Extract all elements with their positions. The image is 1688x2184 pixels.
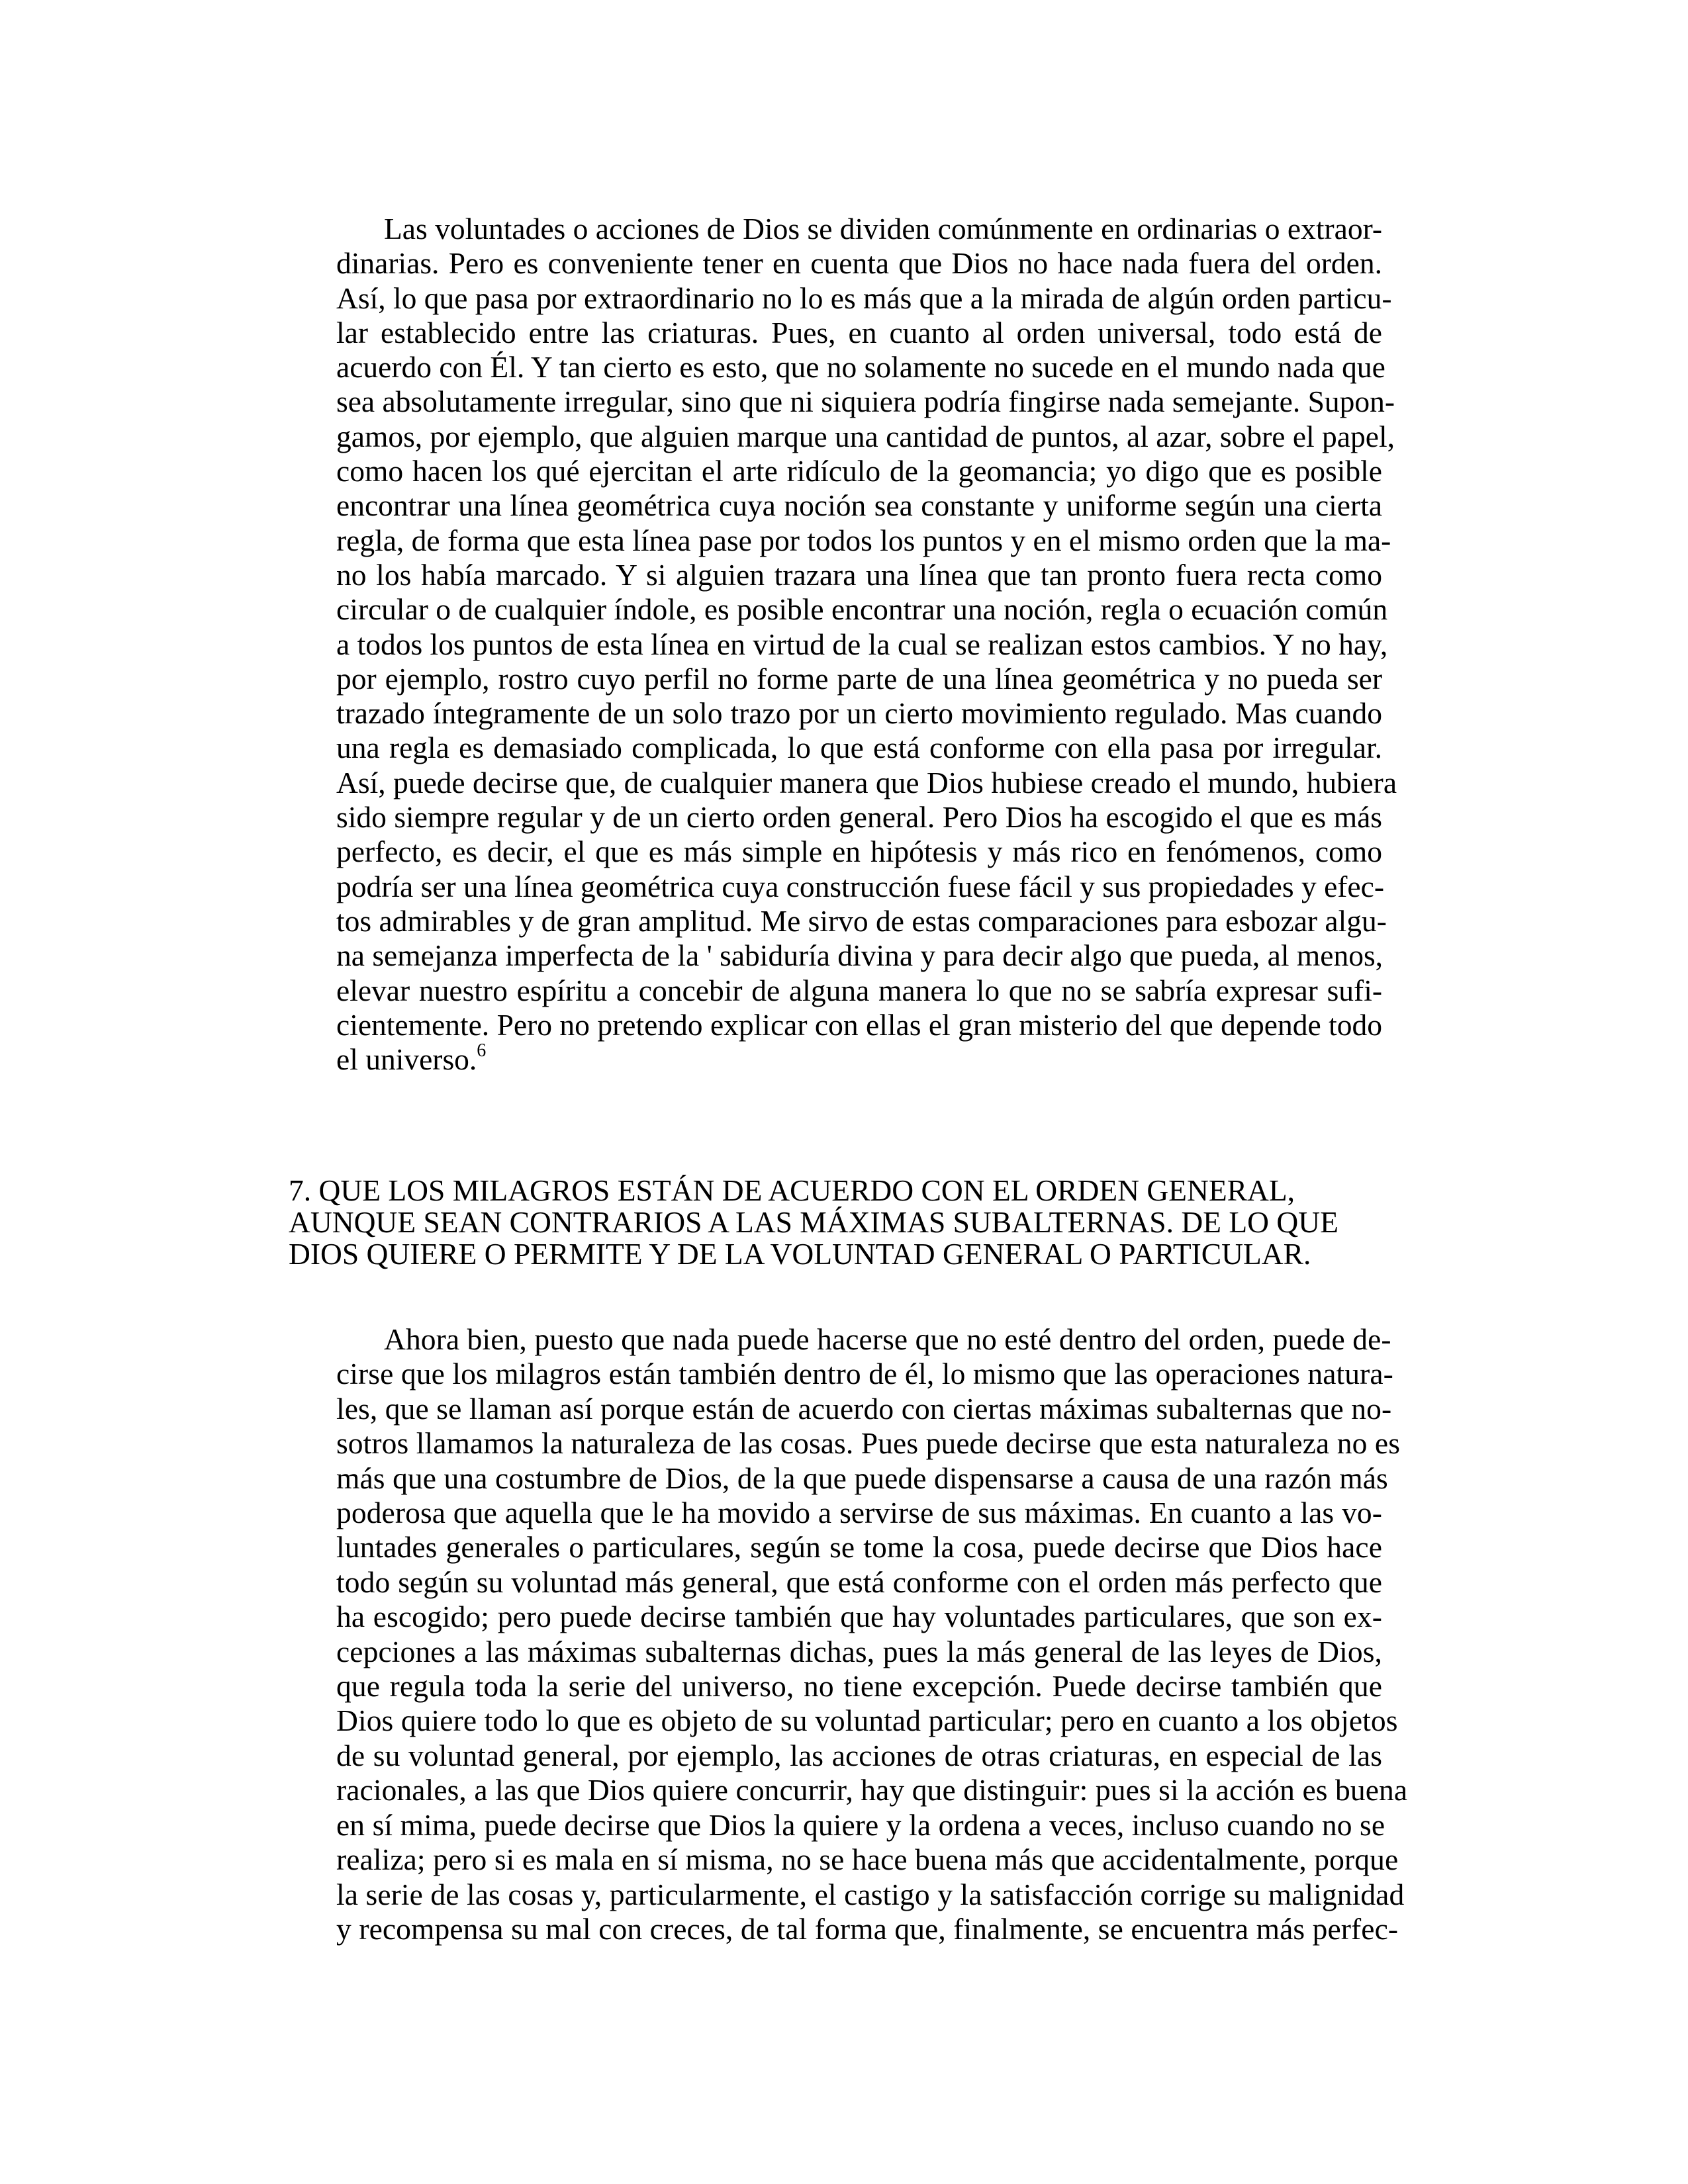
- text-line: lar establecido entre las criaturas. Pues, en cuanto al orden universal, todo está de: [336, 315, 1382, 349]
- text-line: trazado íntegramente de un solo trazo por un cierto movimiento regulado. Mas cuando: [336, 696, 1382, 731]
- text-line: como hacen los qué ejercitan el arte ridículo de la geomancia; yo digo que es posible: [336, 454, 1382, 488]
- text-line: les, que se llaman así porque están de acuerdo con ciertas máximas subalternas que no-: [336, 1391, 1392, 1426]
- paragraph-1-body: [289, 212, 1397, 1077]
- heading-line: 7. QUE LOS MILAGROS ESTÁN DE ACUERDO CON EL ORDEN GENERAL,: [289, 1173, 1295, 1207]
- text-line: racionales, a las que Dios quiere concurrir, hay que distinguir: pues si la acción es buena: [336, 1773, 1408, 1807]
- text-line: todo según su voluntad más general, que está conforme con el orden más perfecto que: [336, 1565, 1382, 1599]
- text-line: encontrar una línea geométrica cuya noción sea constante y uniforme según una cierta: [336, 488, 1382, 523]
- section-heading-text: [289, 1175, 1382, 1270]
- text-line: Dios quiere todo lo que es objeto de su voluntad particular; pero en cuanto a los objetos: [336, 1704, 1398, 1738]
- heading-line: AUNQUE SEAN CONTRARIOS A LAS MÁXIMAS SUBALTERNAS. DE LO QUE: [289, 1205, 1338, 1239]
- text-line: sea absolutamente irregular, sino que ni siquiera podría fingirse nada semejante. Supon-: [336, 385, 1395, 419]
- text-line: tos admirables y de gran amplitud. Me sirvo de estas comparaciones para esbozar algu-: [336, 903, 1387, 938]
- text-line: Así, lo que pasa por extraordinario no lo es más que a la mirada de algún orden particu-: [336, 281, 1392, 315]
- text-line: sido siempre regular y de un cierto orden general. Pero Dios ha escogido el que es más: [336, 800, 1382, 835]
- text-line: cepciones a las máximas subalternas dichas, pues la más general de las leyes de Dios,: [336, 1634, 1382, 1668]
- text-line: Así, puede decirse que, de cualquier manera que Dios hubiese creado el mundo, hubiera: [336, 765, 1397, 799]
- text-line: realiza; pero si es mala en sí misma, no se hace buena más que accidentalmente, porque: [336, 1843, 1399, 1877]
- text-line: por ejemplo, rostro cuyo perfil no forme parte de una línea geométrica y no pueda ser: [336, 661, 1382, 696]
- text-line: circular o de cualquier índole, es posible encontrar una noción, regla o ecuación común: [336, 592, 1388, 627]
- text-line: gamos, por ejemplo, que alguien marque una cantidad de puntos, al azar, sobre el papel,: [336, 419, 1395, 453]
- text-line: en sí mima, puede decirse que Dios la quiere y la ordena a veces, incluso cuando no se: [336, 1807, 1385, 1842]
- text-line: ha escogido; pero puede decirse también que hay voluntades particulares, que son ex-: [336, 1600, 1382, 1634]
- text-line: la serie de las cosas y, particularmente, el castigo y la satisfacción corrige su malignidad: [336, 1877, 1405, 1911]
- text-line: perfecto, es decir, el que es más simple en hipótesis y más rico en fenómenos, como: [336, 835, 1382, 869]
- text-line: una regla es demasiado complicada, lo que está conforme con ella pasa por irregular.: [336, 731, 1382, 765]
- text-line: a todos los puntos de esta línea en virtud de la cual se realizan estos cambios. Y no hay,: [336, 627, 1388, 661]
- text-line: elevar nuestro espíritu a concebir de alguna manera lo que no se sabría expresar sufi-: [336, 973, 1382, 1007]
- footnote-reference: 6: [477, 1040, 487, 1062]
- text-line: más que una costumbre de Dios, de la que puede dispensarse a causa de una razón más: [336, 1461, 1388, 1495]
- text-line: y recompensa su mal con creces, de tal forma que, finalmente, se encuentra más perfec-: [336, 1911, 1399, 1946]
- text-line: de su voluntad general, por ejemplo, las acciones de otras criaturas, en especial de las: [336, 1738, 1382, 1772]
- text-line: el universo.$^6$: [336, 1040, 487, 1077]
- heading-line: DIOS QUIERE O PERMITE Y DE LA VOLUNTAD GENERAL O PARTICULAR.: [289, 1237, 1311, 1271]
- section-heading: [289, 1175, 1382, 1270]
- text-line: luntades generales o particulares, según se tome la cosa, puede decirse que Dios hace: [336, 1530, 1382, 1565]
- paragraph-1: [289, 212, 1397, 1077]
- text-line: sotros llamamos la naturaleza de las cosas. Pues puede decirse que esta naturaleza no es: [336, 1426, 1401, 1461]
- paragraph-2-body: [289, 1322, 1408, 1946]
- text-line: regla, de forma que esta línea pase por todos los puntos y en el mismo orden que la ma-: [336, 523, 1391, 557]
- text-line: no los había marcado. Y si alguien trazara una línea que tan pronto fuera recta como: [336, 557, 1382, 592]
- text-line: que regula toda la serie del universo, no tiene excepción. Puede decirse también que: [336, 1669, 1382, 1704]
- text-line: podría ser una línea geométrica cuya construcción fuese fácil y sus propiedades y efec-: [336, 869, 1384, 903]
- paragraph-2: [289, 1322, 1408, 1946]
- text-line: na semejanza imperfecta de la ' sabiduría divina y para decir algo que pueda, al menos,: [336, 938, 1383, 973]
- text-line: dinarias. Pero es conveniente tener en cuenta que Dios no hace nada fuera del orden.: [336, 246, 1382, 281]
- text-line: poderosa que aquella que le ha movido a servirse de sus máximas. En cuanto a las vo-: [336, 1496, 1382, 1530]
- text-line: cirse que los milagros están también dentro de él, lo mismo que las operaciones natura-: [336, 1357, 1393, 1391]
- text-line: Ahora bien, puesto que nada puede hacerse que no esté dentro del orden, puede de-: [384, 1322, 1391, 1356]
- text-line: Las voluntades o acciones de Dios se dividen comúnmente en ordinarias o extraor-: [384, 212, 1382, 246]
- text-line: cientemente. Pero no pretendo explicar con ellas el gran misterio del que depende todo: [336, 1007, 1382, 1042]
- text-line: acuerdo con Él. Y tan cierto es esto, que no solamente no sucede en el mundo nada que: [336, 350, 1385, 385]
